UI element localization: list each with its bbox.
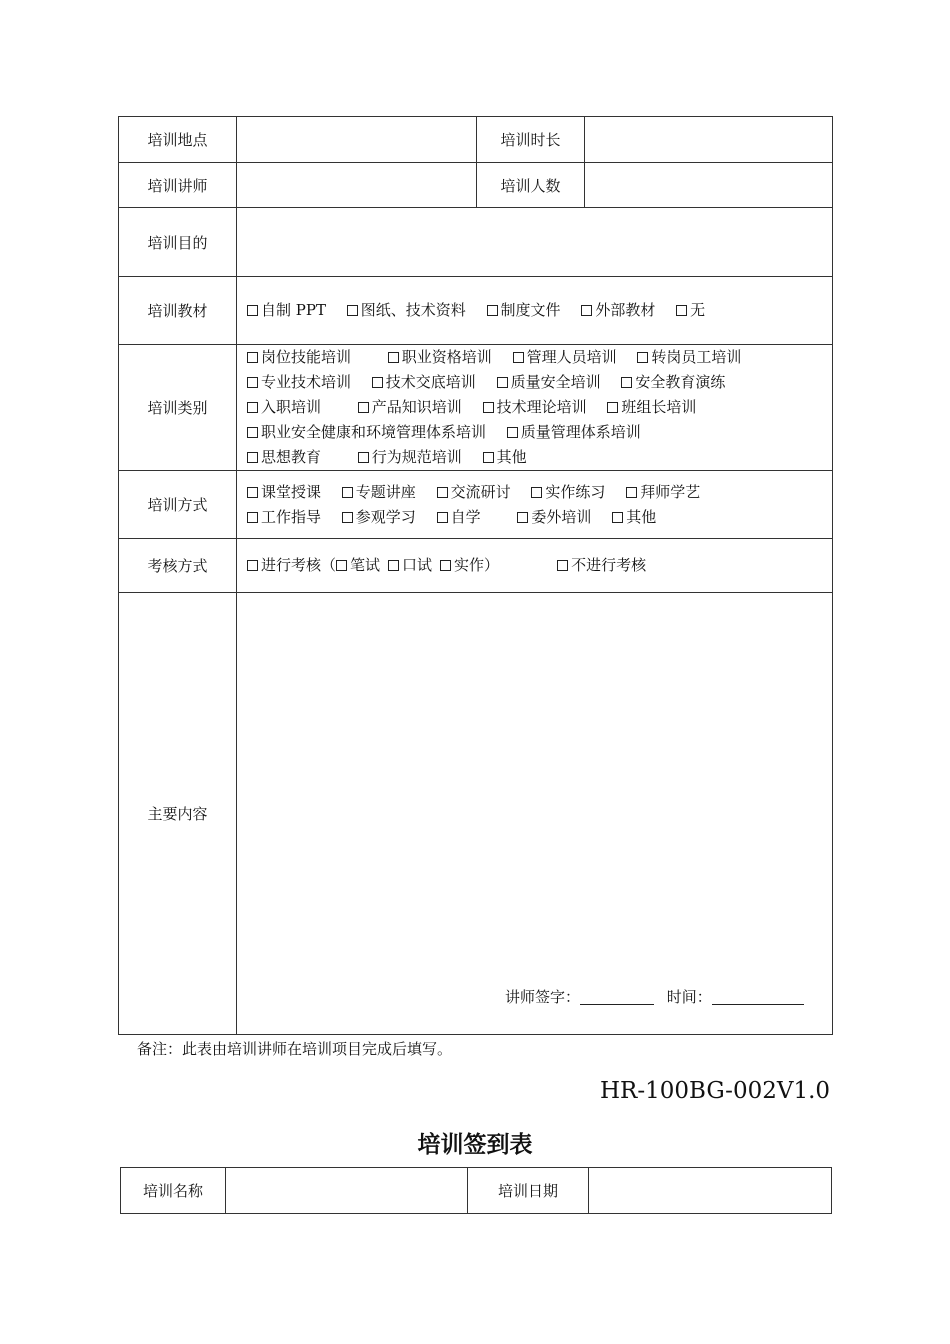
signin-date-label: 培训日期: [468, 1168, 589, 1214]
empty-checkbox-icon: [557, 560, 568, 571]
category-option[interactable]: 质量管理体系培训: [507, 423, 641, 441]
footnote: 备注：此表由培训讲师在培训项目完成后填写。: [137, 1040, 453, 1058]
trainer-label: 培训讲师: [119, 163, 237, 208]
method-option[interactable]: 专题讲座: [342, 483, 416, 501]
assessment-label: 考核方式: [119, 539, 237, 593]
materials-option[interactable]: 外部教材: [581, 301, 655, 319]
empty-checkbox-icon: [358, 402, 369, 413]
empty-checkbox-icon: [247, 305, 258, 316]
category-option[interactable]: 管理人员培训: [513, 348, 617, 366]
empty-checkbox-icon: [247, 487, 258, 498]
signature-label: 讲师签字：: [505, 988, 581, 1006]
empty-checkbox-icon: [483, 402, 494, 413]
materials-options: [237, 277, 833, 345]
empty-checkbox-icon: [676, 305, 687, 316]
signin-table: [120, 1167, 832, 1214]
empty-checkbox-icon: [507, 427, 518, 438]
signature-row: [505, 986, 804, 1007]
trainer-field[interactable]: [237, 163, 477, 208]
category-option[interactable]: 其他: [483, 448, 527, 466]
signin-name-field[interactable]: [226, 1168, 468, 1214]
method-option[interactable]: 自学: [437, 508, 481, 526]
empty-checkbox-icon: [497, 377, 508, 388]
empty-checkbox-icon: [437, 487, 448, 498]
empty-checkbox-icon: [247, 402, 258, 413]
materials-option[interactable]: 图纸、技术资料: [347, 301, 466, 319]
empty-checkbox-icon: [247, 427, 258, 438]
document-code: HR-100BG-002V1.0: [600, 1078, 831, 1104]
empty-checkbox-icon: [531, 487, 542, 498]
empty-checkbox-icon: [440, 560, 451, 571]
materials-option[interactable]: 制度文件: [487, 301, 561, 319]
time-line[interactable]: [712, 988, 804, 1005]
assessment-practical-option[interactable]: 实作）: [440, 556, 499, 574]
purpose-label: 培训目的: [119, 208, 237, 277]
empty-checkbox-icon: [358, 452, 369, 463]
empty-checkbox-icon: [437, 512, 448, 523]
method-option[interactable]: 其他: [612, 508, 656, 526]
category-option[interactable]: 质量安全培训: [497, 373, 601, 391]
category-option[interactable]: 思想教育: [247, 448, 321, 466]
empty-checkbox-icon: [342, 487, 353, 498]
category-option[interactable]: 安全教育演练: [621, 373, 725, 391]
category-option[interactable]: 转岗员工培训: [637, 348, 741, 366]
method-option[interactable]: 课堂授课: [247, 483, 321, 501]
method-label: 培训方式: [119, 471, 237, 539]
materials-label: 培训教材: [119, 277, 237, 345]
empty-checkbox-icon: [581, 305, 592, 316]
category-option[interactable]: 行为规范培训: [358, 448, 462, 466]
signin-name-label: 培训名称: [121, 1168, 226, 1214]
method-options: [237, 471, 833, 539]
category-option[interactable]: 技术交底培训: [372, 373, 476, 391]
empty-checkbox-icon: [483, 452, 494, 463]
assessment-oral-option[interactable]: 口试: [388, 556, 432, 574]
empty-checkbox-icon: [487, 305, 498, 316]
empty-checkbox-icon: [388, 352, 399, 363]
signin-date-field[interactable]: [589, 1168, 832, 1214]
method-option[interactable]: 委外培训: [517, 508, 591, 526]
category-options: [237, 345, 833, 471]
category-option[interactable]: 技术理论培训: [483, 398, 587, 416]
empty-checkbox-icon: [612, 512, 623, 523]
method-option[interactable]: 交流研讨: [437, 483, 511, 501]
empty-checkbox-icon: [247, 560, 258, 571]
empty-checkbox-icon: [607, 402, 618, 413]
content-field[interactable]: [237, 593, 833, 1035]
assessment-options: [237, 539, 833, 593]
category-option[interactable]: 专业技术培训: [247, 373, 351, 391]
empty-checkbox-icon: [517, 512, 528, 523]
empty-checkbox-icon: [342, 512, 353, 523]
materials-option[interactable]: 无: [676, 301, 705, 319]
method-option[interactable]: 工作指导: [247, 508, 321, 526]
headcount-field[interactable]: [585, 163, 833, 208]
empty-checkbox-icon: [247, 512, 258, 523]
empty-checkbox-icon: [247, 352, 258, 363]
method-option[interactable]: 实作练习: [531, 483, 605, 501]
category-option[interactable]: 职业安全健康和环境管理体系培训: [247, 423, 486, 441]
empty-checkbox-icon: [347, 305, 358, 316]
empty-checkbox-icon: [336, 560, 347, 571]
duration-field[interactable]: [585, 117, 833, 163]
training-record-table: [118, 116, 833, 1035]
location-label: 培训地点: [119, 117, 237, 163]
method-option[interactable]: 拜师学艺: [626, 483, 700, 501]
category-option[interactable]: 入职培训: [247, 398, 321, 416]
signature-line[interactable]: [580, 988, 654, 1005]
category-label: 培训类别: [119, 345, 237, 471]
empty-checkbox-icon: [372, 377, 383, 388]
method-option[interactable]: 参观学习: [342, 508, 416, 526]
empty-checkbox-icon: [513, 352, 524, 363]
empty-checkbox-icon: [626, 487, 637, 498]
assessment-no-option[interactable]: 不进行考核: [557, 556, 646, 574]
category-option[interactable]: 产品知识培训: [358, 398, 462, 416]
location-field[interactable]: [237, 117, 477, 163]
headcount-label: 培训人数: [477, 163, 585, 208]
materials-option[interactable]: 自制 PPT: [247, 301, 326, 319]
empty-checkbox-icon: [637, 352, 648, 363]
category-option[interactable]: 班组长培训: [607, 398, 696, 416]
empty-checkbox-icon: [388, 560, 399, 571]
empty-checkbox-icon: [621, 377, 632, 388]
category-option[interactable]: 岗位技能培训: [247, 348, 351, 366]
purpose-field[interactable]: [237, 208, 833, 277]
category-option[interactable]: 职业资格培训: [388, 348, 492, 366]
signin-title: 培训签到表: [417, 1132, 533, 1158]
assessment-written-option[interactable]: 笔试: [336, 556, 380, 574]
time-label: 时间：: [666, 988, 712, 1006]
duration-label: 培训时长: [477, 117, 585, 163]
assessment-yes-option[interactable]: 进行考核（: [247, 556, 336, 574]
empty-checkbox-icon: [247, 377, 258, 388]
content-label: 主要内容: [119, 593, 237, 1035]
empty-checkbox-icon: [247, 452, 258, 463]
